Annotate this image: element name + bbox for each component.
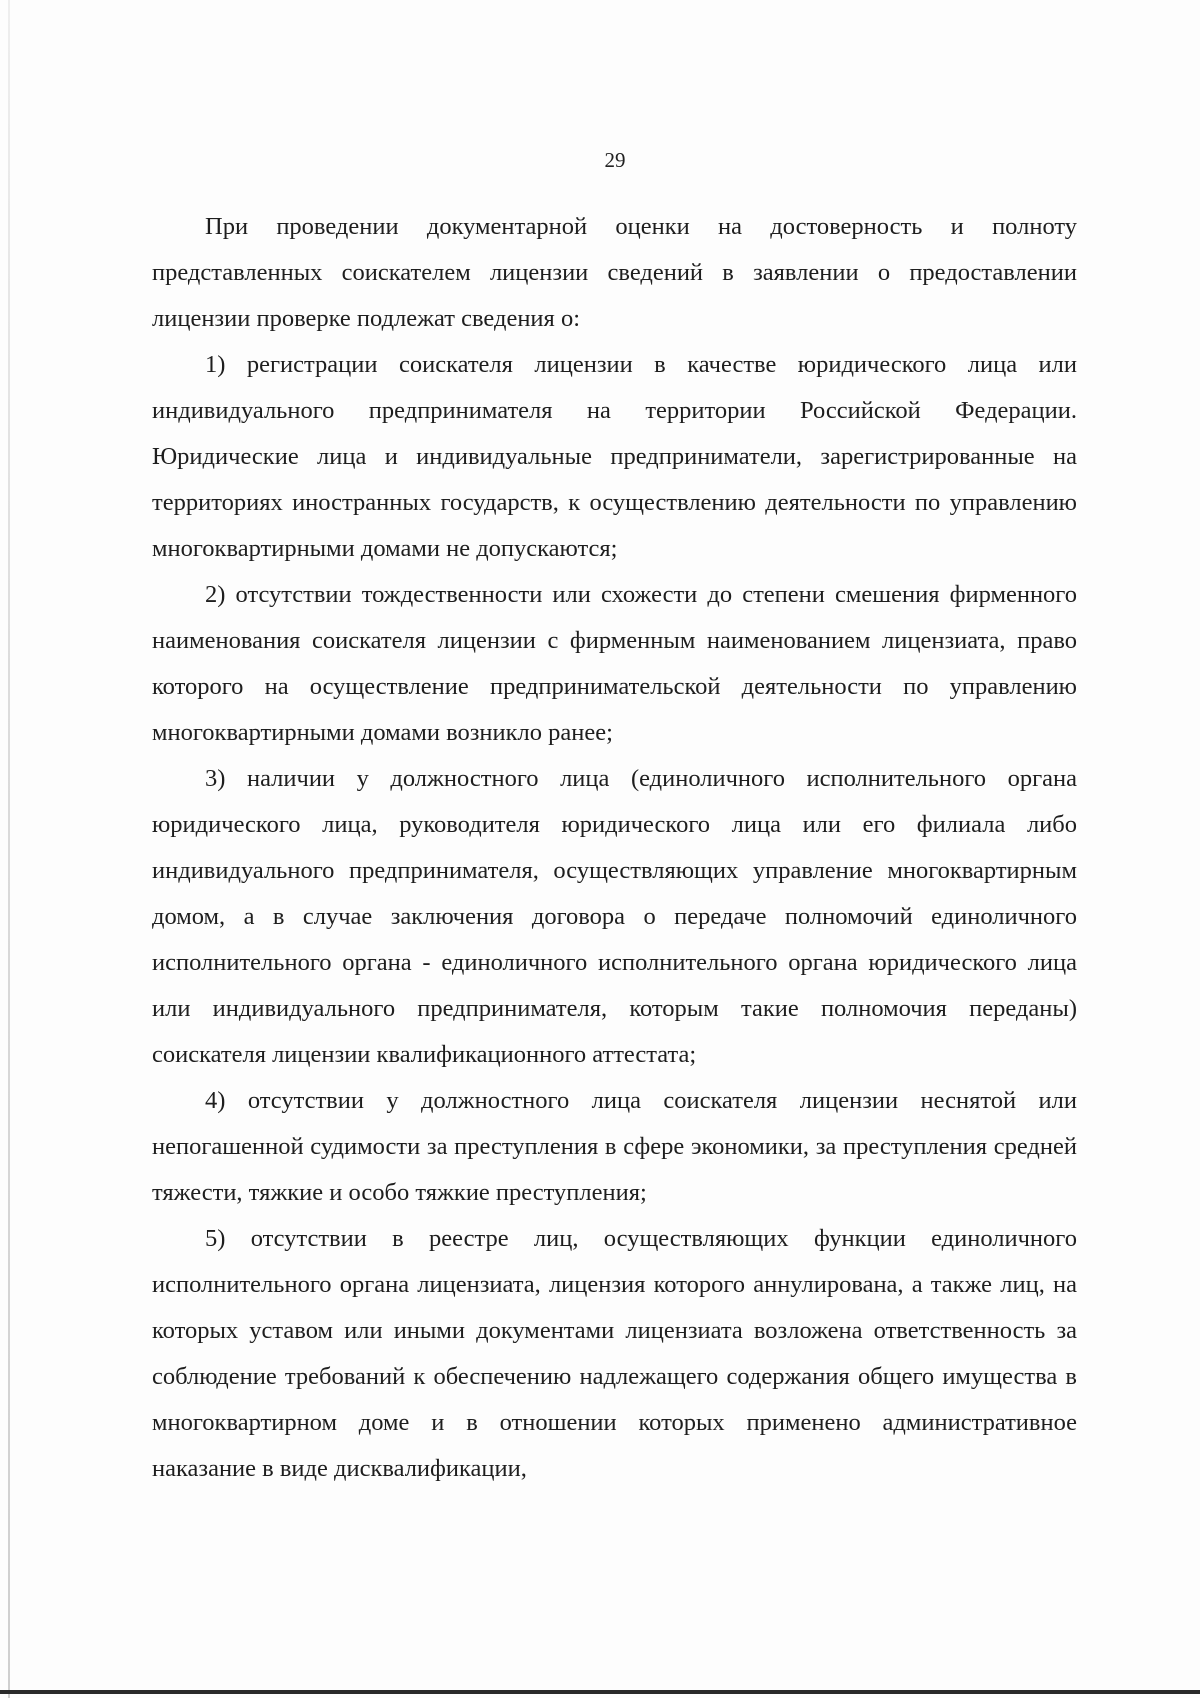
scan-bottom-edge: [0, 1690, 1200, 1694]
page-number: 29: [604, 148, 626, 172]
paragraph-item-5: 5) отсутствии в реестре лиц, осуществляющих функции единоличного исполнительного органа лицензиата, лицензия которого аннулирована, а также лиц, на которых уставом или иными документами лицензиата возложена ответственность за соблюдение требований к обеспечению надлежащего содержания общего имущества в многоквартирном доме и в отношении которых применено административное наказание в виде дисквалификации,: [152, 1225, 1077, 1482]
scan-left-edge: [8, 0, 10, 1698]
paragraph-item-3: 3) наличии у должностного лица (единоличного исполнительного органа юридического лица, руководителя юридического лица или его филиала либо индивидуального предпринимателя, осуществляющих управление многоквартирным домом, а в случае заключения договора о передаче полномочий единоличного исполнительного органа - единоличного исполнительного органа юридического лица или индивидуального предпринимателя, которым такие полномочия переданы) соискателя лицензии квалификационного аттестата;: [152, 765, 1077, 1068]
paragraph-intro: При проведении документарной оценки на достоверность и полноту представленных соискателем лицензии сведений в заявлении о предоставлении лицензии проверке подлежат сведения о:: [152, 213, 1077, 332]
document-body: [152, 204, 1077, 1492]
paragraph-item-2: 2) отсутствии тождественности или схожести до степени смешения фирменного наименования соискателя лицензии с фирменным наименованием лицензиата, право которого на осуществление предпринимательской деятельности по управлению многоквартирными домами возникло ранее;: [152, 581, 1077, 746]
paragraph-item-1: 1) регистрации соискателя лицензии в качестве юридического лица или индивидуального предпринимателя на территории Российской Федерации. Юридические лица и индивидуальные предприниматели, зарегистрированные на территориях иностранных государств, к осуществлению деятельности по управлению многоквартирными домами не допускаются;: [152, 351, 1077, 562]
paragraph-item-4: 4) отсутствии у должностного лица соискателя лицензии неснятой или непогашенной судимости за преступления в сфере экономики, за преступления средней тяжести, тяжкие и особо тяжкие преступления;: [152, 1087, 1077, 1206]
